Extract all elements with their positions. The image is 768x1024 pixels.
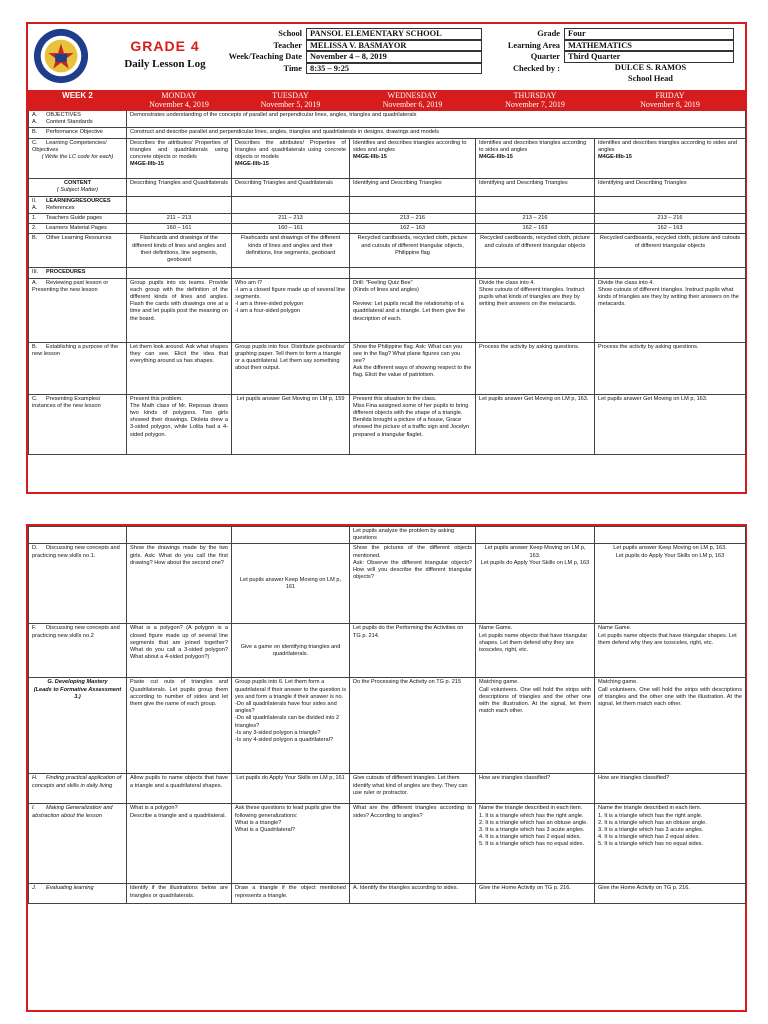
table-cell: What is a polygon? Describe a triangle and a quadrilateral. bbox=[127, 804, 232, 884]
table-cell: Let pupils answer Keep Moving on LM p, 161 bbox=[232, 544, 350, 624]
table-cell: Identifying and Describing Triangles bbox=[476, 178, 595, 196]
table-cell: 213 – 216 bbox=[476, 214, 595, 224]
page-header bbox=[28, 24, 745, 90]
table-cell: Give cutouts of different triangles. Let them identify what kind of angles are they. They can use ruler or protractor. bbox=[350, 774, 476, 804]
table-cell: Group pupils into four. Distribute geoboards/ graphing paper. Tell them to form a triangle or a quadrilateral. Let them say something about their output. bbox=[232, 342, 350, 394]
table-cell: 2. Learners Material Pages bbox=[29, 224, 127, 234]
table-cell: 213 – 216 bbox=[595, 214, 746, 224]
time-value: 8:35 – 9:25 bbox=[306, 63, 482, 75]
quarter-value: Third Quarter bbox=[564, 51, 734, 63]
table-cell: Show the pictures of the different objects mentioned. Ask: Observe the different triangular objects? How will you describe the different triangular objects? bbox=[350, 544, 476, 624]
table-cell: Name the triangle described in each item. 1. It is a triangle which has the right angle. 2. It is a triangle which has an obtuse angle. 3. It is a triangle which has 3 acute angles. 4. It is a triangle which has 2 equal sides. 5. It is a triangle which has no equal sides. bbox=[595, 804, 746, 884]
deped-seal-icon bbox=[32, 27, 90, 85]
week-value: November 4 – 8, 2019 bbox=[306, 51, 482, 63]
day-friday: FRIDAY November 8, 2019 bbox=[595, 91, 746, 111]
table-cell: Show the Philippine flag. Ask: What can you see in the flag? What plane figures can you see? Ask the different ways of showing respect to the flag. Elicit the value of patriotism. bbox=[350, 342, 476, 394]
table-cell: Describing Triangles and Quadrilaterals bbox=[232, 178, 350, 196]
table-cell bbox=[476, 196, 595, 213]
table-cell bbox=[350, 196, 476, 213]
tg-pages-row bbox=[29, 214, 746, 224]
table-cell: Divide the class into 4. Show cutouts of different triangles. Instruct pupils what kinds of triangles are they by writing their answers on the metacards. bbox=[595, 278, 746, 342]
discuss2-row bbox=[29, 624, 746, 678]
table-cell: Flashcards and drawings of the different kinds of lines and angles and their definitions, line segments, geoboard bbox=[232, 234, 350, 268]
table-cell bbox=[127, 268, 232, 278]
grade-title: GRADE 4 bbox=[130, 38, 200, 54]
grade-label: Grade bbox=[537, 29, 560, 39]
table-cell: 211 – 213 bbox=[232, 214, 350, 224]
day-tuesday: TUESDAY November 5, 2019 bbox=[232, 91, 350, 111]
lesson-table-2 bbox=[28, 526, 746, 904]
table-cell: Recycled cardboards, recycled cloth, picture and cutouts of different triangular objects bbox=[476, 234, 595, 268]
table-cell: Paste cut outs of triangles and Quadrilaterals. Let pupils group them according to number of sides and let them give the name of each group. bbox=[127, 678, 232, 774]
table-cell: 160 – 161 bbox=[232, 224, 350, 234]
lm-pages-row bbox=[29, 224, 746, 234]
table-cell: B. Other Learning Resources bbox=[29, 234, 127, 268]
table-cell: Process the activity by asking questions. bbox=[476, 342, 595, 394]
table-cell: Flashcards and drawings of the different kinds of lines and angles and their definitions, line segments, geoboard bbox=[127, 234, 232, 268]
day-monday: MONDAY November 4, 2019 bbox=[127, 91, 232, 111]
table-cell: D. Discussing new concepts and practicing new skills no.1. bbox=[29, 544, 127, 624]
table-cell: B. Establishing a purpose of the new lesson bbox=[29, 342, 127, 394]
table-cell: B. Performance Objective bbox=[29, 128, 127, 138]
discuss1-row bbox=[29, 544, 746, 624]
table-cell: 213 – 216 bbox=[350, 214, 476, 224]
continued-row bbox=[29, 527, 746, 544]
table-cell: II. LEARNINGRESOURCES A. References bbox=[29, 196, 127, 213]
table-cell: Drill: "Feeling Quiz Bee" (Kinds of lines and angles) Review: Let pupils recall the relationship of a quadrilateral and a triangle. Let them give the description of each. bbox=[350, 278, 476, 342]
table-cell: C. Learning Competencies/ Objectives ( Write the LC code for each) bbox=[29, 138, 127, 178]
table-cell: CONTENT ( Subject Matter) bbox=[29, 178, 127, 196]
header-info bbox=[206, 28, 746, 86]
table-cell: Identifies and describes triangles according to sides and angles M4GE-IIIb-15 bbox=[476, 138, 595, 178]
table-cell: Describes the attributes/ Properties of triangles and quadrilaterals using concrete objects or models M4GE-IIIb-15 bbox=[127, 138, 232, 178]
evaluation-row bbox=[29, 884, 746, 904]
school-value: PANSOL ELEMENTARY SCHOOL bbox=[306, 28, 482, 40]
area-label: Learning Area bbox=[507, 40, 560, 50]
table-cell: A. OBJECTIVES A. Content Standards bbox=[29, 111, 127, 128]
table-cell: Present this situation to the class. Miss Fina assigned some of her pupils to bring different objects with the shape of a triangle. Benilda brought a picture of a house, Grace showed the picture of a traffic sign and Jocelyn prepared a triangular flaglet. bbox=[350, 394, 476, 454]
table-cell bbox=[29, 527, 127, 544]
table-cell: Show the drawings made by the two girls. Ask: What do you call the first drawing? How about the second one? bbox=[127, 544, 232, 624]
table-cell: Ask these questions to lead pupils give the following generalizations: What is a triangle? What is a Quadrilateral? bbox=[232, 804, 350, 884]
review-row bbox=[29, 278, 746, 342]
table-cell bbox=[595, 196, 746, 213]
lesson-log-page-1 bbox=[26, 22, 747, 494]
table-cell: Let pupils answer Get Moving on LM p, 163. bbox=[595, 394, 746, 454]
table-cell: H. Finding practical application of concepts and skills in daily living bbox=[29, 774, 127, 804]
table-cell bbox=[476, 268, 595, 278]
table-cell bbox=[232, 268, 350, 278]
table-cell bbox=[350, 268, 476, 278]
table-cell: Let them look around. Ask what shapes they can see. Elicit the idea that everything around us has shapes. bbox=[127, 342, 232, 394]
table-cell: Identifying and Describing Triangles bbox=[595, 178, 746, 196]
table-cell bbox=[595, 268, 746, 278]
table-cell: Name Game. Let pupils name objects that have triangular shapes. Let them defend why they are isosceles, right, etc. bbox=[476, 624, 595, 678]
table-cell: G. Developing Mastery (Leads to Formative Assessment 3.) bbox=[29, 678, 127, 774]
table-cell: Let pupils do Apply Your Skills on LM p, 161 bbox=[232, 774, 350, 804]
table-cell: III. PROCEDURES bbox=[29, 268, 127, 278]
area-value: MATHEMATICS bbox=[564, 40, 734, 52]
table-cell: Name Game. Let pupils name objects that have triangular shapes. Let them defend why they are isosceles, right, etc. bbox=[595, 624, 746, 678]
table-cell bbox=[127, 527, 232, 544]
resources-row bbox=[29, 196, 746, 213]
purpose-row bbox=[29, 342, 746, 394]
teacher-label: Teacher bbox=[273, 40, 302, 50]
application-row bbox=[29, 774, 746, 804]
time-label: Time bbox=[283, 63, 302, 73]
table-cell: J. Evaluating learning bbox=[29, 884, 127, 904]
week-label: Week/Teaching Date bbox=[228, 52, 302, 62]
lesson-log-page-2 bbox=[26, 524, 747, 1012]
table-cell: Divide the class into 4. Show cutouts of different triangles. Instruct pupils what kinds of triangles are they by writing their answers on the metacards. bbox=[476, 278, 595, 342]
table-cell: What is a polygon? (A polygon is a closed figure made up of several line segments that are joined together? What do you call a 3-sided polygon? What about a 4-sided polygon?) bbox=[127, 624, 232, 678]
day-wednesday: WEDNESDAY November 6, 2019 bbox=[350, 91, 476, 111]
table-cell bbox=[232, 196, 350, 213]
table-cell: Let pupils do the Performing the Activities on TG p. 214. bbox=[350, 624, 476, 678]
table-cell: Let pupils answer Keep Moving on LM p, 163. Let pupils do Apply Your Skills on LM p, 163 bbox=[476, 544, 595, 624]
procedures-row bbox=[29, 268, 746, 278]
table-cell: Let pupils answer Get Moving on LM p, 163. bbox=[476, 394, 595, 454]
grade-value: Four bbox=[564, 28, 734, 40]
table-cell: Identifies and describes triangles according to sides and angles M4GE-IIIb-15 bbox=[595, 138, 746, 178]
table-cell: I. Making Generalization and abstraction about the lesson bbox=[29, 804, 127, 884]
mastery-row bbox=[29, 678, 746, 774]
table-cell bbox=[232, 527, 350, 544]
quarter-label: Quarter bbox=[530, 52, 560, 62]
table-cell: Let pupils answer Get Moving on LM p, 159 bbox=[232, 394, 350, 454]
log-title: Daily Lesson Log bbox=[124, 58, 206, 70]
table-cell: Allow pupils to name objects that have a triangle and a quadrilateral shapes. bbox=[127, 774, 232, 804]
table-cell: Draw a triangle if the object mentioned represents a triangle. bbox=[232, 884, 350, 904]
table-cell: 162 – 163 bbox=[595, 224, 746, 234]
table-cell: Describing Triangles and Quadrilaterals bbox=[127, 178, 232, 196]
table-cell: 160 – 161 bbox=[127, 224, 232, 234]
performance-row bbox=[29, 128, 746, 138]
table-cell: Give the Home Activity on TG p. 216. bbox=[595, 884, 746, 904]
table-cell bbox=[476, 527, 595, 544]
lesson-table-1 bbox=[28, 90, 746, 455]
table-cell: Process the activity by asking questions. bbox=[595, 342, 746, 394]
table-cell: 162 – 163 bbox=[350, 224, 476, 234]
table-cell: Identifies and describes triangles according to sides and angles M4GE-IIIb-15 bbox=[350, 138, 476, 178]
table-cell: Group pupils into 6. Let them form a quadrilateral if their answer to the question is yes and form a triangle if their answer is no. -Do all quadrilaterals have four sides and angles? -Do all quadrilaterals can be divided into 2 triangles? -Is any 3-sided polygon a triangle? -Is any 4-sided polygon a quadrilateral? bbox=[232, 678, 350, 774]
table-cell: Recycled cardboards, recycled cloth, picture and cutouts of different triangular objects, Philippine flag bbox=[350, 234, 476, 268]
other-resources-row bbox=[29, 234, 746, 268]
checked-role: School Head bbox=[628, 74, 673, 83]
objectives-row bbox=[29, 111, 746, 128]
performance-text: Construct and describe parallel and perpendicular lines, angles, triangles and quadrilaterals in designs, drawings and models bbox=[127, 128, 746, 138]
table-cell: How are triangles classified? bbox=[476, 774, 595, 804]
table-cell: Identifying and Describing Triangles bbox=[350, 178, 476, 196]
day-thursday: THURSDAY November 7, 2019 bbox=[476, 91, 595, 111]
content-row bbox=[29, 178, 746, 196]
table-cell: 211 – 213 bbox=[127, 214, 232, 224]
table-cell: A. Identify the triangles according to sides. bbox=[350, 884, 476, 904]
table-cell: Describes the attributes/ Properties of triangles and quadrilaterals using concrete objects or models M4GE-IIIb-15 bbox=[232, 138, 350, 178]
continued-text: Let pupils analyze the problem by asking questions bbox=[350, 527, 476, 544]
checked-label: Checked by : bbox=[513, 63, 560, 73]
table-cell: Identify if the illustrations below are triangles or quadrilaterals. bbox=[127, 884, 232, 904]
table-cell: 162 – 163 bbox=[476, 224, 595, 234]
checked-name: DULCE S. RAMOS bbox=[614, 62, 687, 72]
table-cell bbox=[595, 527, 746, 544]
objectives-text: Demonstrates understanding of the concepts of parallel and perpendicular lines, angles, triangles and quadrilaterals bbox=[127, 111, 746, 128]
table-cell: F. Discussing new concepts and practicing new skills no.2 bbox=[29, 624, 127, 678]
teacher-value: MELISSA V. BASMAYOR bbox=[306, 40, 482, 52]
table-cell: How are triangles classified? bbox=[595, 774, 746, 804]
table-cell: Give the Home Activity on TG p. 216. bbox=[476, 884, 595, 904]
day-header-row bbox=[29, 91, 746, 111]
table-cell: Present this problem. The Math class of Mr. Reposas draws two kinds of polygons. Two girls showed their drawings. Dioleta drew a 3-sided polygon, while Lolita had a 4-sided polygon. bbox=[127, 394, 232, 454]
table-cell: Do the Processing the Activity on TG p. 215 bbox=[350, 678, 476, 774]
table-cell: Matching game. Call volunteers. One will hold the strips with descriptions of triangles and the other one with the illustration. At the signal, let them match each other. bbox=[476, 678, 595, 774]
presenting-row bbox=[29, 394, 746, 454]
table-cell: Recycled cardboards, recycled cloth, picture and cutouts of different triangular objects bbox=[595, 234, 746, 268]
table-cell: What are the different triangles according to sides? According to angles? bbox=[350, 804, 476, 884]
table-cell: Let pupils answer Keep Moving on LM p, 163. Let pupils do Apply Your Skills on LM p, 163 bbox=[595, 544, 746, 624]
table-cell: 1. Teachers Guide pages bbox=[29, 214, 127, 224]
table-cell bbox=[127, 196, 232, 213]
competencies-row bbox=[29, 138, 746, 178]
table-cell: Group pupils into six teams. Provide each group with the definition of the different kinds of lines and angles. Flash the cards with drawings one at a time and let pupils post the meaning on the board. bbox=[127, 278, 232, 342]
table-cell: C. Presenting Examples/ instances of the new lesson bbox=[29, 394, 127, 454]
table-cell: Matching game. Call volunteers. One will hold the strips with descriptions of triangles and the other one with the illustration. At the signal, let them match each other. bbox=[595, 678, 746, 774]
table-cell: Who am I? -I am a closed figure made up of several line segments. -I am a three-sided polygon -I am a four-sided polygon bbox=[232, 278, 350, 342]
table-cell: A. Reviewing past lesson or Presenting the new lesson bbox=[29, 278, 127, 342]
generalization-row bbox=[29, 804, 746, 884]
week-badge: WEEK 2 bbox=[29, 91, 127, 111]
table-cell: Give a game on identifying triangles and quadrilaterals. bbox=[232, 624, 350, 678]
table-cell: Name the triangle described in each item. 1. It is a triangle which has the right angle. 2. It is a triangle which has an obtuse angle. 3. It is a triangle which has 3 acute angles. 4. It is a triangle which has 2 equal sides. 5. It is a triangle which has no equal sides. bbox=[476, 804, 595, 884]
school-label: School bbox=[278, 29, 302, 39]
